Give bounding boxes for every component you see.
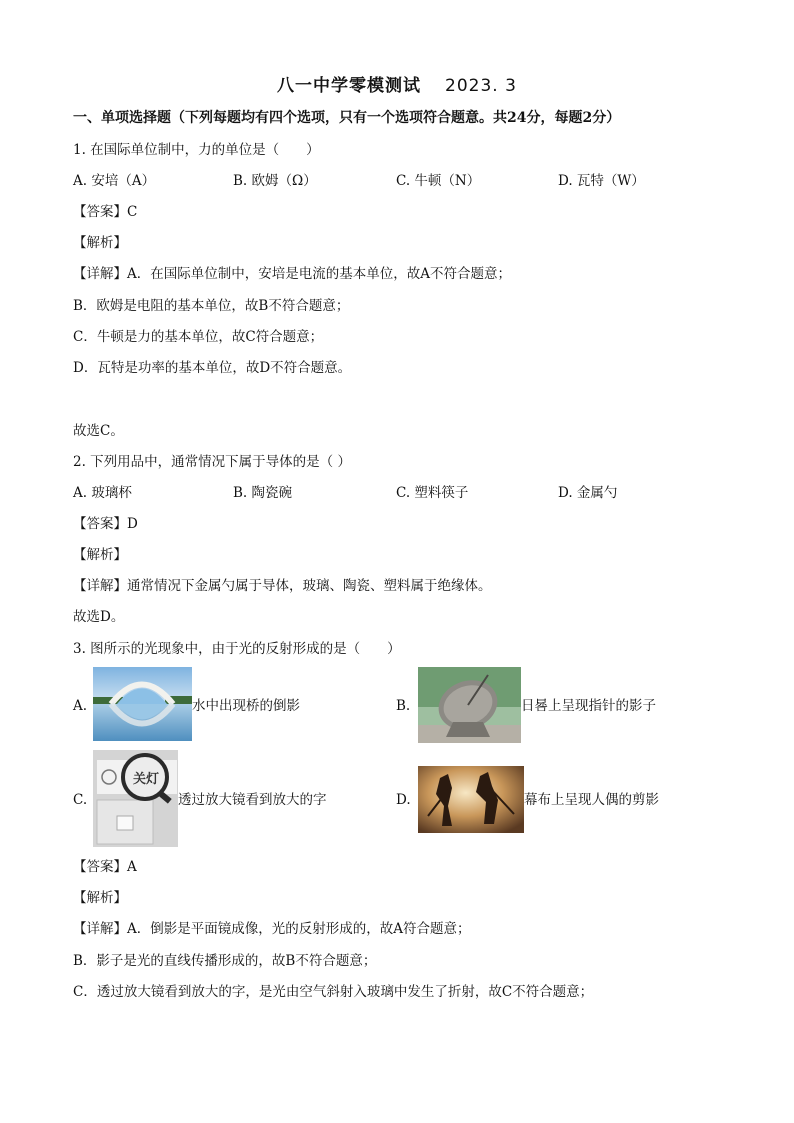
q1-option-a: A. 安培（A） bbox=[73, 173, 156, 189]
q2-option-d: D. 金属勺 bbox=[558, 485, 618, 501]
q3-option-a-caption: 水中出现桥的倒影 bbox=[192, 698, 300, 714]
q3-answer: 【答案】A bbox=[73, 859, 137, 875]
q2-detail-line: 【详解】通常情况下金属勺属于导体，玻璃、陶瓷、塑料属于绝缘体。 bbox=[73, 578, 492, 594]
q1-analysis-label: 【解析】 bbox=[73, 235, 127, 251]
q3-option-b-letter: B. bbox=[396, 698, 411, 714]
q3-analysis-label: 【解析】 bbox=[73, 890, 127, 906]
title-year: 2023. 3 bbox=[445, 76, 517, 96]
magnifier-image bbox=[93, 750, 178, 847]
q1-detail-line: B．欧姆是电阻的基本单位，故B不符合题意； bbox=[73, 298, 350, 314]
q2-analysis-label: 【解析】 bbox=[73, 547, 127, 563]
q1-option-d: D. 瓦特（W） bbox=[558, 173, 645, 189]
q3-option-d-letter: D. bbox=[396, 792, 411, 808]
q3-detail-line: B．影子是光的直线传播形成的，故B不符合题意； bbox=[73, 953, 377, 969]
q1-option-c: C. 牛顿（N） bbox=[396, 173, 481, 189]
sundial-image bbox=[418, 667, 521, 743]
page-title bbox=[0, 71, 794, 96]
q2-option-c: C. 塑料筷子 bbox=[396, 485, 469, 501]
title-main: 八一中学零模测试 bbox=[277, 76, 422, 96]
q2-stem: 2. 下列用品中，通常情况下属于导体的是（ ） bbox=[73, 454, 351, 470]
q1-detail-line: C．牛顿是力的基本单位，故C符合题意； bbox=[73, 329, 324, 345]
q3-detail-line: 【详解】A．倒影是平面镜成像，光的反射形成的，故A符合题意； bbox=[73, 921, 471, 937]
q3-stem: 3. 图所示的光现象中，由于光的反射形成的是（ ） bbox=[73, 641, 401, 657]
q1-stem: 1. 在国际单位制中，力的单位是（ ） bbox=[73, 142, 320, 158]
q3-option-a-letter: A. bbox=[73, 698, 88, 714]
q2-option-a: A. 玻璃杯 bbox=[73, 485, 132, 501]
q3-detail-line: C．透过放大镜看到放大的字，是光由空气斜射入玻璃中发生了折射，故C不符合题意； bbox=[73, 984, 594, 1000]
q3-option-c-caption: 透过放大镜看到放大的字 bbox=[178, 792, 327, 808]
q3-option-c-letter: C. bbox=[73, 792, 88, 808]
q2-answer: 【答案】D bbox=[73, 516, 138, 532]
q2-conclusion: 故选D。 bbox=[73, 609, 125, 625]
q1-detail-line: 【详解】A．在国际单位制中，安培是电流的基本单位，故A不符合题意； bbox=[73, 266, 511, 282]
section-heading: 一、单项选择题（下列每题均有四个选项，只有一个选项符合题意。共24分，每题2分） bbox=[73, 110, 621, 126]
q1-option-b: B. 欧姆（Ω） bbox=[233, 173, 317, 189]
q3-option-d-caption: 幕布上呈现人偶的剪影 bbox=[524, 792, 659, 808]
q3-option-b-caption: 日晷上呈现指针的影子 bbox=[521, 698, 656, 714]
q1-conclusion: 故选C。 bbox=[73, 423, 124, 439]
shadow-puppet-image bbox=[418, 766, 524, 833]
q1-answer: 【答案】C bbox=[73, 204, 138, 220]
q2-option-b: B. 陶瓷碗 bbox=[233, 485, 293, 501]
bridge-reflection-image bbox=[93, 667, 192, 741]
magnifier-sign-text: 关灯 bbox=[133, 772, 160, 787]
q1-detail-line: D．瓦特是功率的基本单位，故D不符合题意。 bbox=[73, 360, 352, 376]
